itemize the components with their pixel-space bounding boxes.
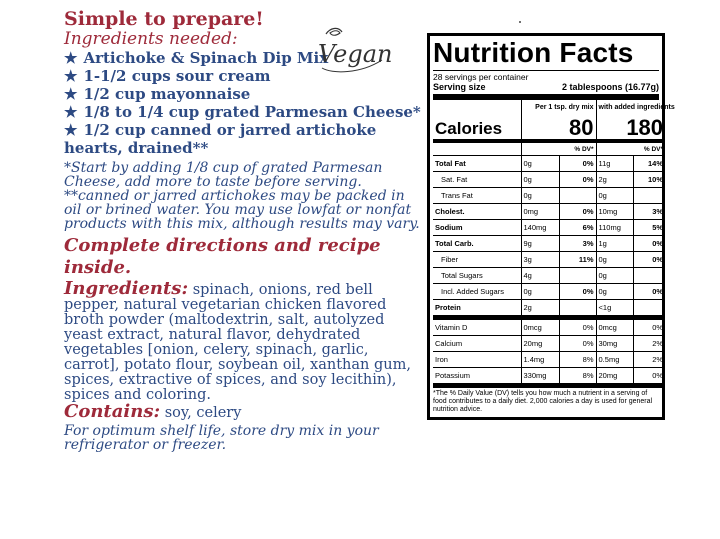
nutrient-ap: 0%: [559, 172, 596, 188]
storage-note: For optimum shelf life, store dry mix in your refrigerator or freezer.: [64, 423, 379, 453]
nutrient-a: 330mg: [521, 368, 559, 386]
table-row: [433, 300, 665, 318]
nutrient-name: Vitamin D: [433, 318, 521, 336]
nutrient-bp: 3%: [633, 204, 665, 220]
nutrient-a: 20mg: [521, 336, 559, 352]
nutrient-a: 1.4mg: [521, 352, 559, 368]
nutrient-bp: 0%: [633, 318, 665, 336]
nutrient-ap: 0%: [559, 156, 596, 172]
nutrient-bp: 0%: [633, 252, 665, 268]
nutrient-name: Total Carb.: [433, 236, 521, 252]
serving-size-value: 2 tablespoons (16.77g): [561, 82, 659, 92]
nutrient-a: 3g: [521, 252, 559, 268]
table-row: [433, 352, 665, 368]
nutrient-b: 0g: [596, 188, 633, 204]
table-row: [433, 236, 665, 252]
nutrient-b: 0mcg: [596, 318, 633, 336]
nutrient-a: 4g: [521, 268, 559, 284]
leaf-icon: [330, 31, 340, 36]
nutrient-a: 0g: [521, 172, 559, 188]
nutrient-name: Incl. Added Sugars: [433, 284, 521, 300]
list-item: ★ 1-1/2 cups sour cream: [64, 67, 271, 85]
table-row: [433, 156, 665, 172]
nutrient-bp: 0%: [633, 284, 665, 300]
nutrient-name: Protein: [433, 300, 521, 318]
nutrient-bp: 0%: [633, 236, 665, 252]
nutrient-ap: [559, 268, 596, 284]
table-row: [433, 336, 665, 352]
nutrition-table: [433, 100, 675, 388]
nutrient-ap: 3%: [559, 236, 596, 252]
nutrient-bp: [633, 300, 665, 318]
nutrient-bp: 2%: [633, 336, 665, 352]
ingredients-text: spinach, onions, red bell pepper, natural vegetarian chicken flavored broth powder (maltodextrin, salt, autolyzed yeast extract, natural flavor, dehydrated vegetables [onion, celery, spinach, garlic, carrot], potato flour, soybean oil, xanthan gum, spices, extractive of spices, and soy lecithin), spices and coloring.: [64, 282, 411, 403]
nutrient-ap: 8%: [559, 368, 596, 386]
nutrient-ap: 0%: [559, 204, 596, 220]
column-header-added: with added ingredients: [598, 104, 675, 111]
nutrient-a: 0g: [521, 188, 559, 204]
nutrient-bp: 5%: [633, 220, 665, 236]
table-row: [433, 318, 665, 336]
nutrient-bp: 14%: [633, 156, 665, 172]
nutrient-name: Calcium: [433, 336, 521, 352]
nutrient-a: 140mg: [521, 220, 559, 236]
nutrient-b: <1g: [596, 300, 633, 318]
column-header-dry-mix: Per 1 tsp. dry mix: [521, 100, 596, 115]
nutrient-a: 0mcg: [521, 318, 559, 336]
table-row: [433, 284, 665, 300]
ingredients-block: [64, 278, 424, 403]
nutrient-name: Fiber: [433, 252, 521, 268]
nutrition-title: Nutrition Facts: [433, 37, 634, 68]
daily-value-footnote: *The % Daily Value (DV) tells you how much a nutrient in a serving of food contributes to a daily diet. 2,000 calories a day is used for general nutrition advice.: [433, 390, 653, 413]
table-row: [433, 220, 665, 236]
star-icon: ★: [64, 49, 78, 67]
vegan-badge-text: Vegan: [318, 40, 393, 68]
ingredients-needed-label: Ingredients needed:: [64, 29, 238, 49]
nutrient-ap: [559, 188, 596, 204]
star-icon: ★: [64, 121, 78, 139]
nutrient-ap: 0%: [559, 336, 596, 352]
serving-size-row: [433, 82, 659, 100]
nutrient-ap: 6%: [559, 220, 596, 236]
directions-callout: Complete directions and recipe inside.: [64, 235, 381, 278]
nutrient-ap: 0%: [559, 318, 596, 336]
contains-label: Contains:: [64, 401, 161, 422]
nutrition-facts-panel: [427, 33, 675, 420]
speck: [519, 21, 521, 23]
nutrient-name: Sat. Fat: [433, 172, 521, 188]
prep-note: *Start by adding 1/8 cup of grated Parmesan Cheese, add more to taste before serving. **canned or jarred artichokes may be packed in oil or brined water. You may use lowfat or nonfat products with this mix, although results may vary.: [64, 160, 420, 232]
servings-per-container: 28 servings per container: [433, 70, 659, 82]
table-row: [433, 204, 665, 220]
nutrient-a: 0g: [521, 284, 559, 300]
calories-added: 180: [596, 115, 665, 141]
star-icon: ★: [64, 85, 78, 103]
list-item: ★ 1/2 cup canned or jarred artichoke hearts, drained**: [64, 121, 377, 157]
nutrient-name: Total Fat: [433, 156, 521, 172]
table-row: [433, 172, 665, 188]
contains-block: [64, 401, 424, 422]
nutrient-bp: 2%: [633, 352, 665, 368]
nutrient-a: 2g: [521, 300, 559, 318]
list-item: ★ 1/2 cup mayonnaise: [64, 85, 251, 103]
table-row: [433, 368, 665, 386]
dv-label: % DV*: [521, 141, 596, 156]
nutrient-a: 0g: [521, 156, 559, 172]
nutrient-b: 2g: [596, 172, 633, 188]
calories-label: Calories: [433, 115, 521, 141]
list-item: ★ Artichoke & Spinach Dip Mix: [64, 49, 329, 67]
nutrient-b: 10mg: [596, 204, 633, 220]
star-icon: ★: [64, 103, 78, 121]
nutrient-ap: 0%: [559, 284, 596, 300]
nutrient-bp: 10%: [633, 172, 665, 188]
dv-label: % DV*: [596, 141, 665, 156]
nutrient-name: Potassium: [433, 368, 521, 386]
nutrient-ap: 8%: [559, 352, 596, 368]
nutrient-b: 110mg: [596, 220, 633, 236]
calories-dry-mix: 80: [521, 115, 596, 141]
nutrient-a: 0mg: [521, 204, 559, 220]
table-row: [433, 188, 665, 204]
heading: Simple to prepare!: [64, 8, 264, 30]
nutrient-a: 9g: [521, 236, 559, 252]
vegan-badge: [312, 20, 392, 80]
table-row: [433, 268, 665, 284]
nutrient-name: Sodium: [433, 220, 521, 236]
nutrient-name: Trans Fat: [433, 188, 521, 204]
nutrient-name: Cholest.: [433, 204, 521, 220]
star-icon: ★: [64, 67, 78, 85]
nutrient-name: Iron: [433, 352, 521, 368]
nutrient-b: 11g: [596, 156, 633, 172]
nutrient-b: 0g: [596, 268, 633, 284]
nutrient-bp: [633, 268, 665, 284]
nutrient-b: 1g: [596, 236, 633, 252]
ingredients-label: Ingredients:: [64, 278, 189, 299]
nutrient-name: Total Sugars: [433, 268, 521, 284]
nutrient-b: 30mg: [596, 336, 633, 352]
nutrient-bp: 0%: [633, 368, 665, 386]
serving-size-label: Serving size: [433, 82, 486, 92]
nutrient-bp: [633, 188, 665, 204]
nutrient-b: 20mg: [596, 368, 633, 386]
nutrient-b: 0g: [596, 284, 633, 300]
list-item: ★ 1/8 to 1/4 cup grated Parmesan Cheese*: [64, 103, 421, 121]
nutrient-ap: 11%: [559, 252, 596, 268]
nutrient-ap: [559, 300, 596, 318]
table-row: [433, 252, 665, 268]
contains-text: soy, celery: [164, 405, 242, 421]
nutrient-b: 0.5mg: [596, 352, 633, 368]
nutrient-b: 0g: [596, 252, 633, 268]
